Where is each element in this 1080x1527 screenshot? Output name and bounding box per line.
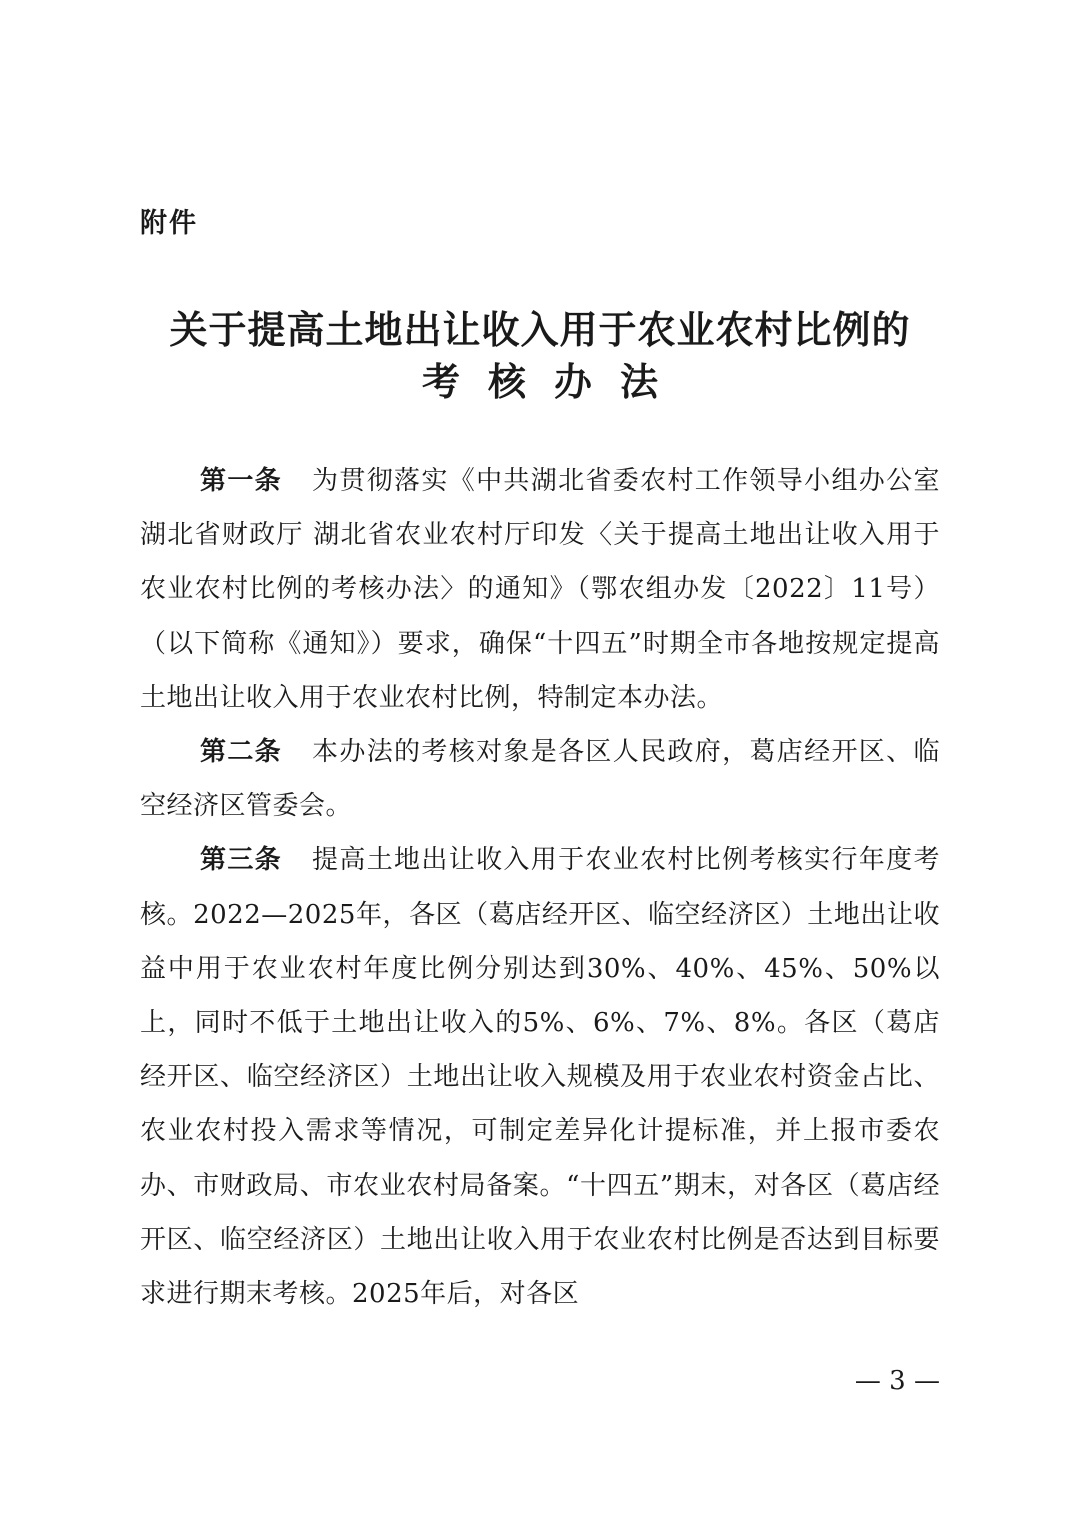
- article-2-heading: 第二条: [200, 737, 283, 768]
- page-number: — 3 —: [854, 1366, 940, 1396]
- article-1-heading: 第一条: [200, 466, 283, 496]
- article-2-text: 本办法的考核对象是各区人民政府，葛店经开区、临空经济区管委会。: [140, 737, 940, 822]
- document-title-line1: 关于提高土地出让收入用于农业农村比例的: [169, 307, 911, 352]
- article-3-heading: 第三条: [200, 845, 283, 876]
- article-2: [140, 725, 940, 833]
- article-3-text: 提高土地出让收入用于农业农村比例考核实行年度考核。2022—2025年，各区（葛店经开区、临空经济区）土地出让收益中用于农业农村年度比例分别达到30%、40%、45%、50%以上，同时不低于土地出让收入的5%、6%、7%、8%。各区（葛店经开区、临空经济区）土地出让收入规模及用于农业农村资金占比、农业农村投入需求等情况，可制定差异化计提标准，并上报市委农办、市财政局、市农业农村局备案。“十四五”期末，对各区（葛店经开区、临空经济区）土地出让收入用于农业农村比例是否达到目标要求进行期末考核。2025年后，对各区: [140, 845, 940, 1310]
- document-title-line2: 考核办法: [421, 359, 686, 404]
- article-3: [140, 833, 940, 1321]
- attachment-label: 附件: [140, 208, 198, 239]
- document-body: [140, 454, 940, 1321]
- article-1: [140, 454, 940, 725]
- article-1-text: 为贯彻落实《中共湖北省委农村工作领导小组办公室 湖北省财政厅 湖北省农业农村厅印发〈关于提高土地出让收入用于农业农村比例的考核办法〉的通知》（鄂农组办发〔2022〕11号）（以下简称《通知》）要求，确保“十四五”时期全市各地按规定提高土地出让收入用于农业农村比例，特制定本办法。: [140, 466, 940, 713]
